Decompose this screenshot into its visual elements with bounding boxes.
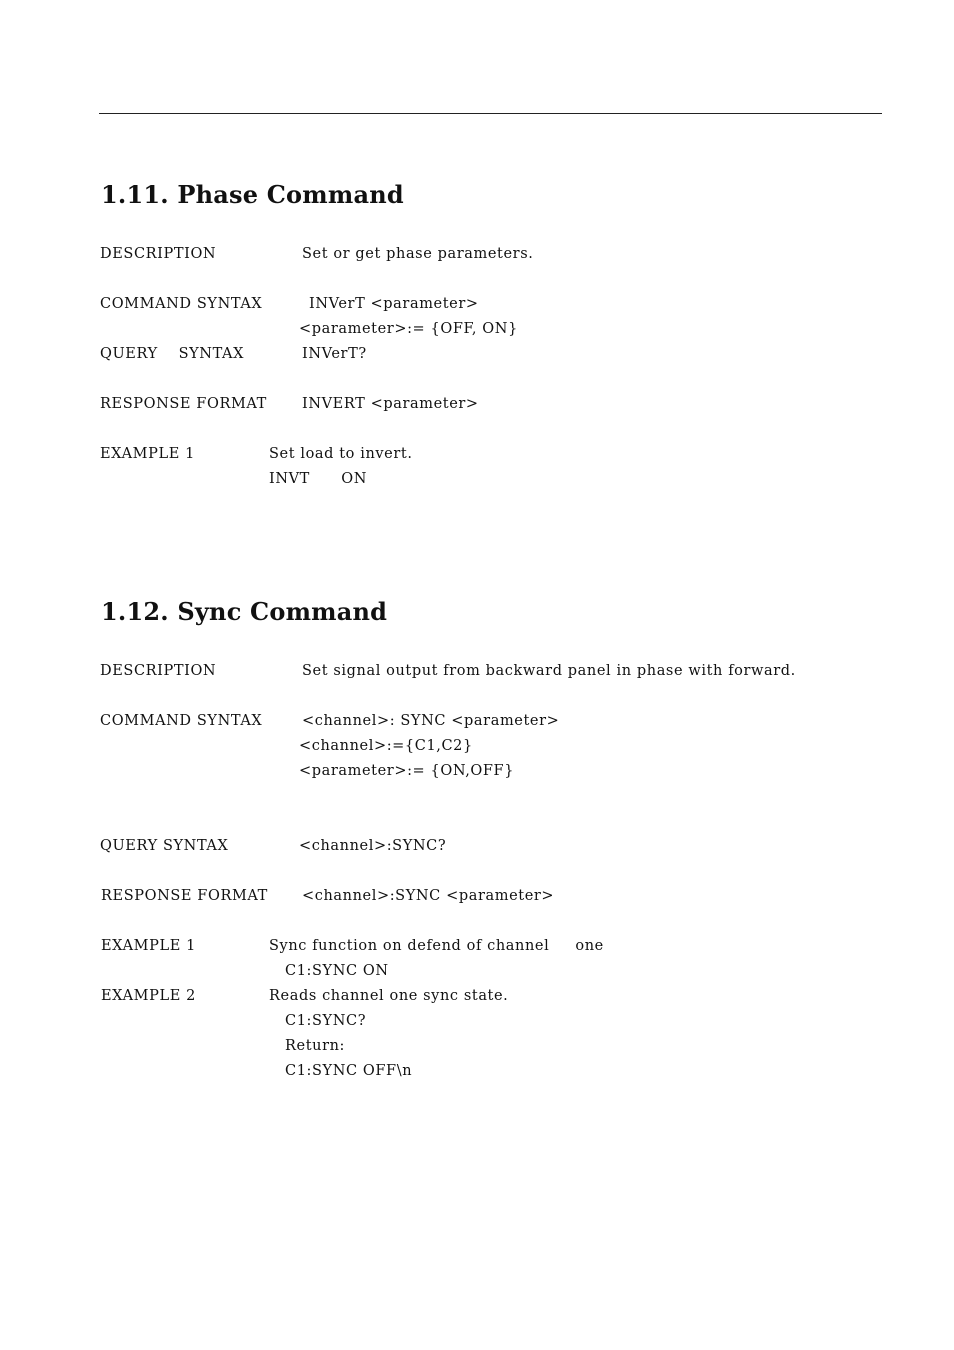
phase-command-label: COMMAND SYNTAX <box>100 296 263 312</box>
sync-command-line: <channel>:={C1,C2} <box>299 738 473 754</box>
header-rule <box>99 113 882 114</box>
phase-response: INVERT <parameter> <box>302 396 479 412</box>
sync-example2-line: Reads channel one sync state. <box>269 988 509 1004</box>
phase-example1-line: INVT ON <box>269 471 367 487</box>
phase-response-label: RESPONSE FORMAT <box>100 396 267 412</box>
section-heading-phase: 1.11. Phase Command <box>101 180 404 209</box>
sync-query: <channel>:SYNC? <box>299 838 447 854</box>
sync-command-label: COMMAND SYNTAX <box>100 713 263 729</box>
sync-query-label: QUERY SYNTAX <box>100 838 229 854</box>
phase-query-label: QUERY SYNTAX <box>100 346 245 362</box>
phase-query: INVerT? <box>302 346 367 362</box>
sync-description: Set signal output from backward panel in phase with forward. <box>302 663 796 679</box>
phase-command-line: INVerT <parameter> <box>309 296 479 312</box>
phase-description: Set or get phase parameters. <box>302 246 534 262</box>
sync-response: <channel>:SYNC <parameter> <box>302 888 555 904</box>
phase-command-line: <parameter>:= {OFF, ON} <box>299 321 518 337</box>
sync-example1-line: C1:SYNC ON <box>285 963 389 979</box>
sync-example2-line: C1:SYNC? <box>285 1013 367 1029</box>
phase-example1-line: Set load to invert. <box>269 446 413 462</box>
sync-example1-line: Sync function on defend of channel one <box>269 938 604 954</box>
sync-example2-line: C1:SYNC OFF\n <box>285 1063 413 1079</box>
sync-command-line: <channel>: SYNC <parameter> <box>302 713 560 729</box>
sync-example1-label: EXAMPLE 1 <box>101 938 196 954</box>
sync-example2-label: EXAMPLE 2 <box>101 988 196 1004</box>
section-heading-sync: 1.12. Sync Command <box>101 597 388 626</box>
sync-response-label: RESPONSE FORMAT <box>101 888 268 904</box>
sync-example2-line: Return: <box>285 1038 346 1054</box>
phase-example1-label: EXAMPLE 1 <box>100 446 195 462</box>
phase-description-label: DESCRIPTION <box>100 246 217 262</box>
sync-description-label: DESCRIPTION <box>100 663 217 679</box>
sync-command-line: <parameter>:= {ON,OFF} <box>299 763 515 779</box>
